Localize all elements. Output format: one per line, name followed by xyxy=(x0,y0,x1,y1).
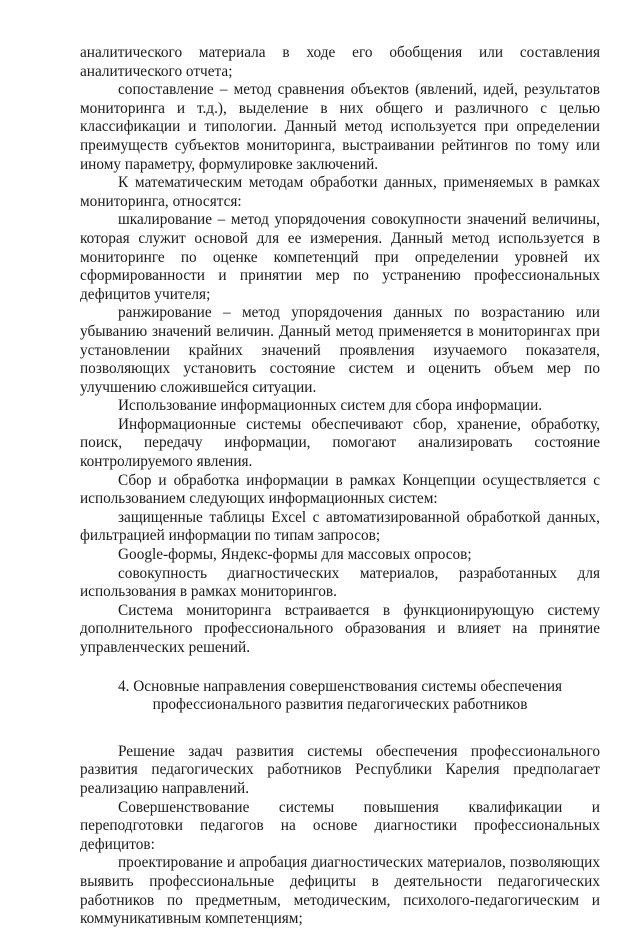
paragraph: аналитического материала в ходе его обобщения или составления аналитического отчета; xyxy=(80,44,600,80)
spacer xyxy=(80,658,600,678)
paragraph: совокупность диагностических материалов, разработанных для использования в рамках мониторингов. xyxy=(80,564,600,601)
paragraph: сопоставление – метод сравнения объектов (явлений, идей, результатов мониторинга и т.д.), выделение в них общего и различного с целью классификации и типологии. Данный метод используется при определении преимуществ субъектов мониторинга, выстраивании рейтингов по тому или иному параметру, формулировке заключений. xyxy=(80,81,600,173)
document-page xyxy=(80,44,600,929)
top-text-block xyxy=(80,44,600,658)
paragraph: проектирование и апробация диагностических материалов, позволяющих выявить профессиональные дефициты в деятельности педагогических работников по предметным, методическим, психолого-педагогическим и коммуникативным компетенциям; xyxy=(80,854,600,928)
paragraph: Google-формы, Яндекс-формы для массовых опросов; xyxy=(118,546,472,564)
section-heading xyxy=(80,678,600,715)
section-heading-line: 4. Основные направления совершенствования системы обеспечения xyxy=(117,677,563,695)
bottom-text-block xyxy=(80,743,600,929)
paragraph: Информационные системы обеспечивают сбор, хранение, обработку, поиск, передачу информации, помогают анализировать состояние контролируемого явления. xyxy=(80,415,600,471)
spacer xyxy=(80,715,600,743)
paragraph: Совершенствование системы повышения квалификации и переподготовки педагогов на основе диагностики профессиональных дефицитов: xyxy=(80,798,600,853)
paragraph: шкалирование – метод упорядочения совокупности значений величины, которая служит основой для ее измерения. Данный метод используется в мониторинге по оценке компетенций при определении уровней их сформированности и принятии мер по устранению профессиональных дефицитов учителя; xyxy=(80,211,600,303)
paragraph: Использование информационных систем для сбора информации. xyxy=(118,397,543,415)
paragraph: Система мониторинга встраивается в функционирующую систему дополнительного профессионального образования и влияет на принятие управленческих решений. xyxy=(80,601,600,656)
paragraph: Решение задач развития системы обеспечения профессионального развития педагогических работников Республики Карелия предполагает реализацию направлений. xyxy=(80,742,600,797)
paragraph: защищенные таблицы Excel с автоматизированной обработкой данных, фильтрацией информации по типам запросов; xyxy=(80,508,600,545)
section-heading-line: профессионального развития педагогических работников xyxy=(152,696,528,714)
paragraph: К математическим методам обработки данных, применяемых в рамках мониторинга, относятся: xyxy=(80,174,600,210)
paragraph: ранжирование – метод упорядочения данных по возрастанию или убыванию значений величин. Данный метод применяется в мониторингах при установлении крайних значений проявления изучаемого показателя, позволяющих установить состояние систем и оценить объем мер по улучшению сложившейся ситуации. xyxy=(80,304,600,396)
paragraph: Сбор и обработка информации в рамках Концепции осуществляется с использованием следующих информационных систем: xyxy=(80,471,600,508)
